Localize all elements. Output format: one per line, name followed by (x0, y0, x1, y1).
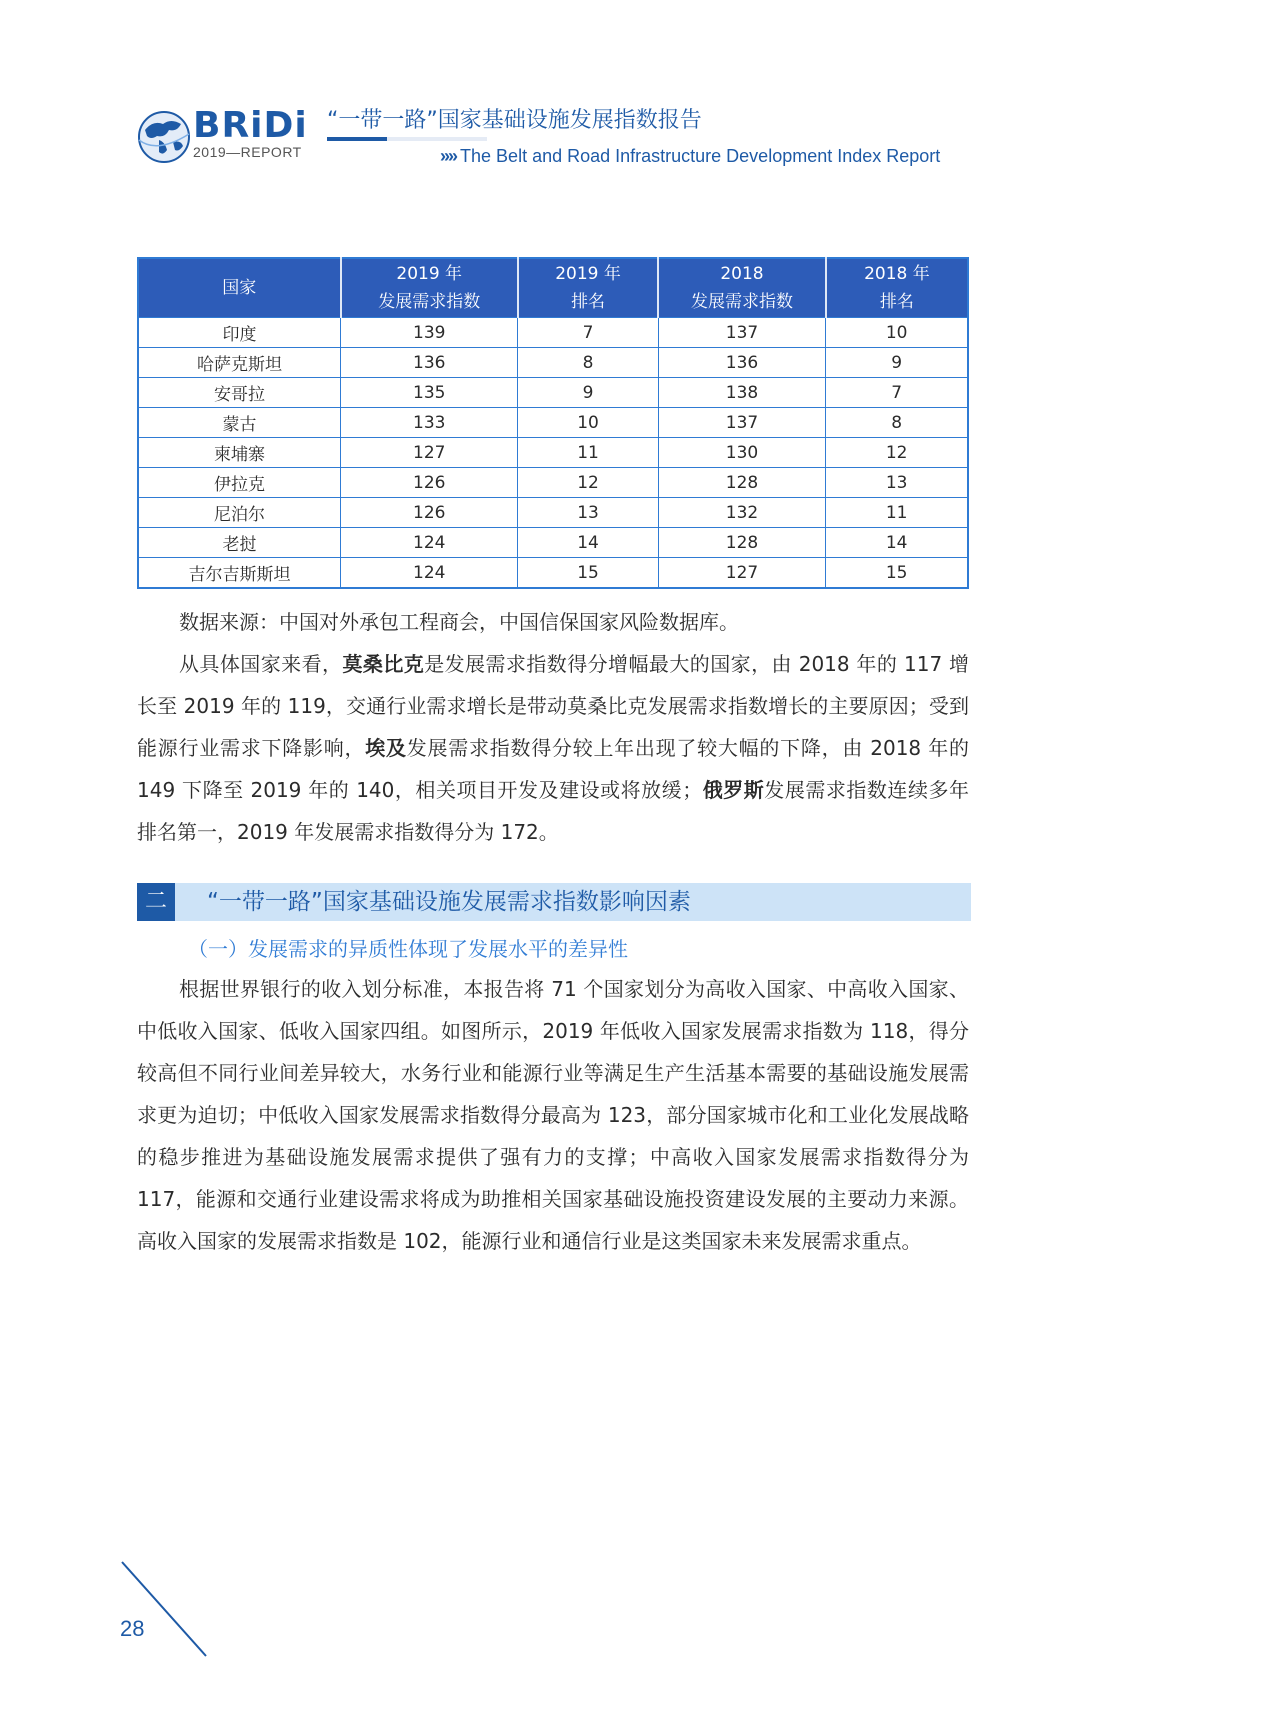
section-title: “一带一路”国家基础设施发展需求指数影响因素 (207, 889, 691, 915)
table-row: 吉尔吉斯斯坦 124 15 127 15 (138, 558, 968, 589)
corner-diagonal-line (120, 1560, 210, 1660)
table-row: 老挝 124 14 128 14 (138, 528, 968, 558)
column-header-country: 国家 (138, 258, 341, 318)
table-row: 蒙古 133 10 137 8 (138, 408, 968, 438)
highlight-egypt: 埃及 (365, 736, 407, 760)
column-header-idx2019: 2019 年 发展需求指数 (341, 258, 518, 318)
table-row: 伊拉克 126 12 128 13 (138, 468, 968, 498)
subsection-title: （一）发展需求的异质性体现了发展水平的差异性 (188, 937, 628, 961)
paragraph-country-analysis: 从具体国家来看，莫桑比克是发展需求指数得分增幅最大的国家，由 2018 年的 117 增长至 2019 年的 119，交通行业需求增长是带动莫桑比克发展需求指数增长的主要原因；受到能源行业需求下降影响，埃及发展需求指数得分较上年出现了较大幅的下降，由 2018 年的 149 下降至 2019 年的 140，相关项目开发及建设或将放缓；俄罗斯发展需求指数连续多年排名第一，2019 年发展需求指数得分为 172。 (137, 652, 970, 844)
body-text-2 (137, 968, 969, 1262)
column-header-rank2019: 2019 年 排名 (518, 258, 658, 318)
report-subtitle-text: The Belt and Road Infrastructure Development Index Report (460, 146, 941, 166)
section-number: 二 (137, 883, 175, 921)
highlight-mozambique: 莫桑比克 (342, 652, 425, 676)
header-rule (327, 137, 487, 141)
logo-subtitle: 2019—REPORT (193, 144, 302, 160)
table-row: 尼泊尔 126 13 132 11 (138, 498, 968, 528)
table-row: 安哥拉 135 9 138 7 (138, 378, 968, 408)
report-title: “一带一路”国家基础设施发展指数报告 (327, 108, 702, 133)
globe-icon (137, 110, 191, 164)
body-text-1 (137, 601, 969, 853)
table-row: 印度 139 7 137 10 (138, 318, 968, 348)
column-header-idx2018: 2018 发展需求指数 (658, 258, 826, 318)
logo-wordmark: BRiDi (193, 105, 308, 146)
table-row: 柬埔寨 127 11 130 12 (138, 438, 968, 468)
column-header-rank2018: 2018 年 排名 (826, 258, 968, 318)
chevrons-icon: »» (440, 146, 457, 166)
section-heading (137, 883, 971, 921)
table-header-row (138, 258, 968, 318)
report-subtitle (440, 146, 940, 167)
demand-index-table (137, 257, 969, 589)
bridi-logo (137, 106, 307, 166)
page-number: 28 (120, 1616, 145, 1641)
paragraph-income-groups: 根据世界银行的收入划分标准，本报告将 71 个国家划分为高收入国家、中高收入国家、中低收入国家、低收入国家四组。如图所示，2019 年低收入国家发展需求指数为 118，得分较高但不同行业间差异较大，水务行业和能源行业等满足生产生活基本需要的基础设施发展需求更为迫切；中低收入国家发展需求指数得分最高为 123，部分国家城市化和工业化发展战略的稳步推进为基础设施发展需求提供了强有力的支撑；中高收入国家发展需求指数得分为 117，能源和交通行业建设需求将成为助推相关国家基础设施投资建设发展的主要动力来源。高收入国家的发展需求指数是 102，能源行业和通信行业是这类国家未来发展需求重点。 (137, 977, 969, 1253)
highlight-russia: 俄罗斯 (702, 778, 765, 802)
source-note: 数据来源：中国对外承包工程商会，中国信保国家风险数据库。 (179, 610, 739, 634)
table-row: 哈萨克斯坦 136 8 136 9 (138, 348, 968, 378)
